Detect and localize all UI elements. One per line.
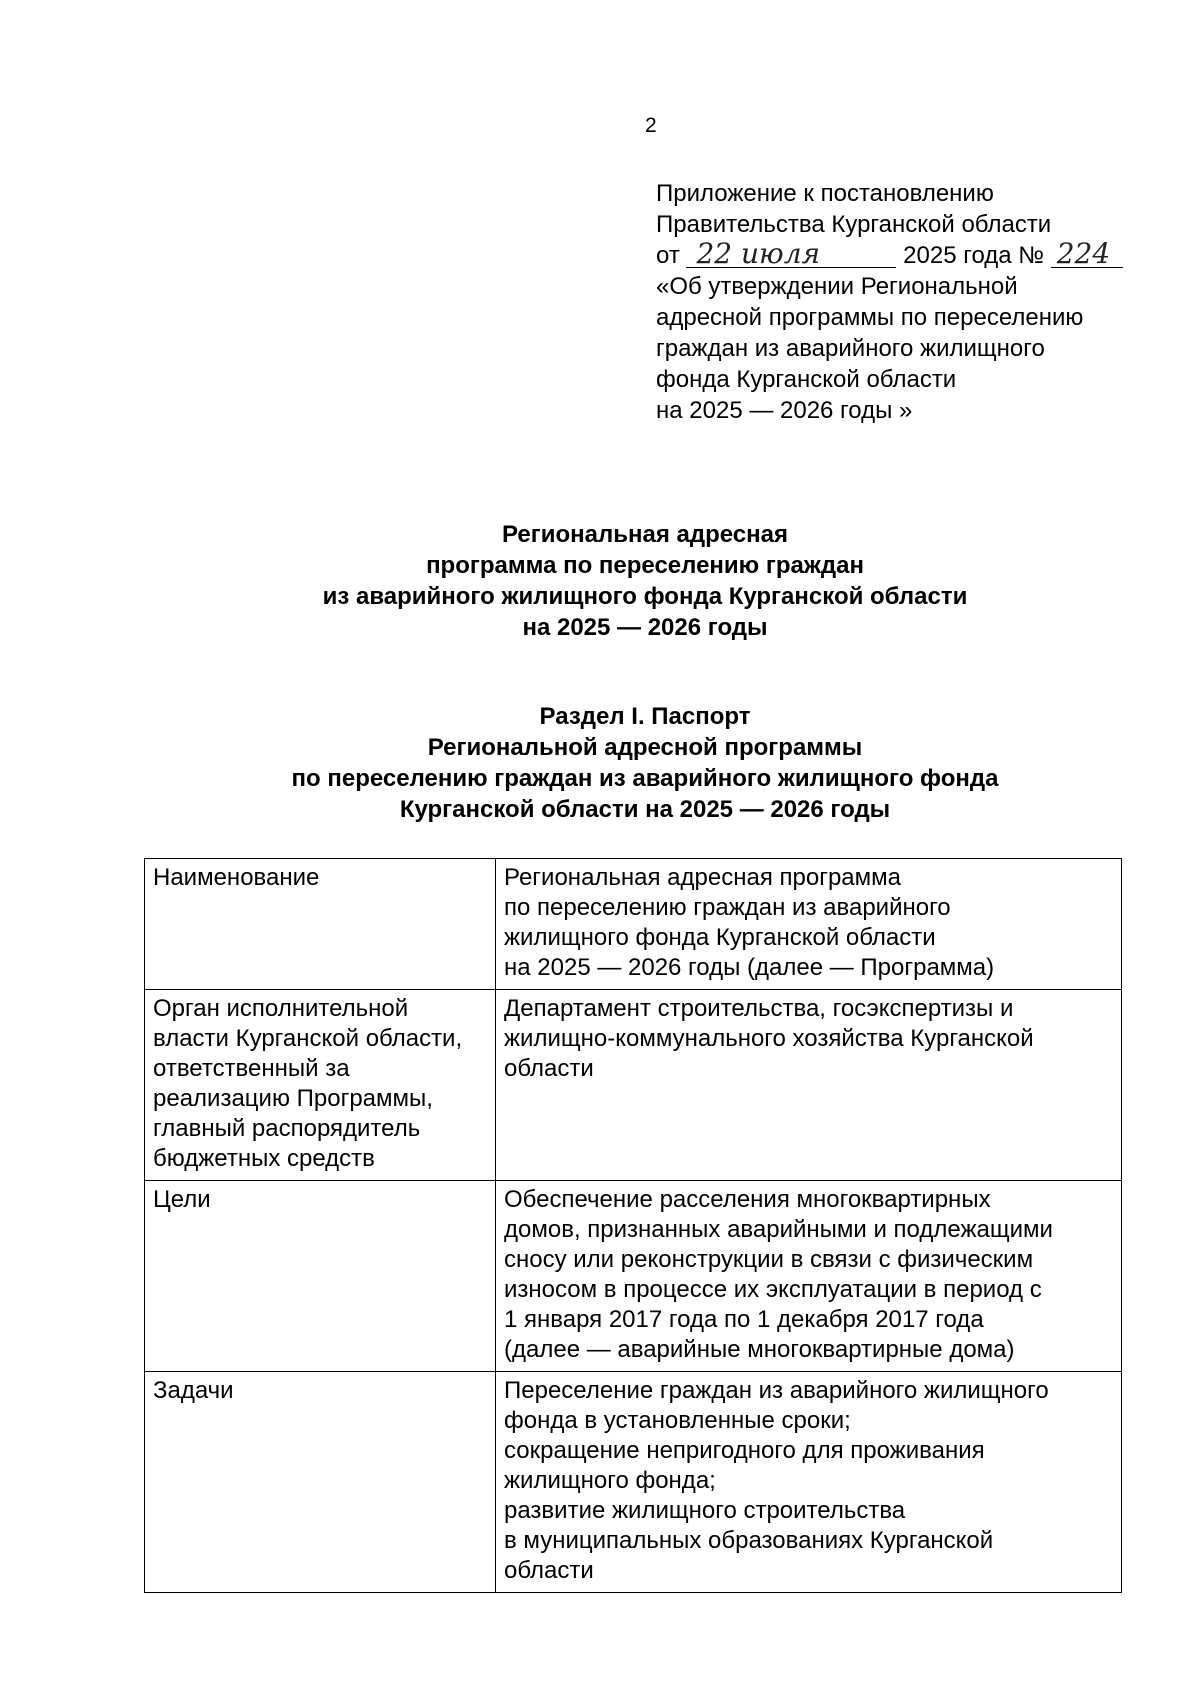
row-name: Цели <box>153 1186 211 1213</box>
section-title-line: Курганской области на 2025 — 2026 годы <box>399 796 891 823</box>
program-title <box>0 519 1200 643</box>
row-name: Наименование <box>153 864 320 891</box>
program-title-line: программа по переселению граждан <box>426 552 864 579</box>
handwritten-number: 224 <box>1051 241 1123 268</box>
table-row <box>145 859 1122 990</box>
annex-line: Приложение к постановлению <box>656 180 994 207</box>
row-value: Переселение граждан из аварийного жилищного фонда в установленные сроки; сокращение непригодного для проживания жилищного фонда; развитие жилищного строительства в муниципальных образованиях Курганской области <box>504 1377 1049 1584</box>
from-prefix: от <box>656 242 680 269</box>
row-name-cell <box>145 859 496 990</box>
row-value-cell <box>496 1372 1122 1593</box>
table-row <box>145 1372 1122 1593</box>
row-name-cell <box>145 1181 496 1372</box>
section-title-line: по переселению граждан из аварийного жилищного фонда <box>291 765 999 792</box>
program-title-line: из аварийного жилищного фонда Курганской области <box>322 583 968 610</box>
passport-table <box>144 858 1122 1593</box>
table-row <box>145 1181 1122 1372</box>
row-value: Региональная адресная программа по переселению граждан из аварийного жилищного фонда Курганской области на 2025 — 2026 годы (далее — Программа) <box>504 864 995 981</box>
section-title <box>0 701 1200 825</box>
annex-line: на 2025 — 2026 годы » <box>656 397 913 424</box>
annex-line: Правительства Курганской области <box>656 211 1052 238</box>
annex-line: «Об утверждении Региональной <box>656 273 1018 300</box>
row-value: Департамент строительства, госэкспертизы и жилищно-коммунального хозяйства Курганской области <box>504 995 1034 1082</box>
row-value: Обеспечение расселения многоквартирных домов, признанных аварийными и подлежащими сносу или реконструкции в связи с физическим износом в процессе их эксплуатации в период с 1 января 2017 года по 1 декабря 2017 года (далее — аварийные многоквартирные дома) <box>504 1186 1053 1363</box>
row-value-cell <box>496 1181 1122 1372</box>
row-name-cell <box>145 990 496 1181</box>
row-value-cell <box>496 990 1122 1181</box>
page-number: 2 <box>645 114 657 137</box>
table-row <box>145 990 1122 1181</box>
row-name-cell <box>145 1372 496 1593</box>
row-name: Орган исполнительной власти Курганской области, ответственный за реализацию Программы, главный распорядитель бюджетных средств <box>153 995 463 1172</box>
annex-block <box>656 178 1123 426</box>
row-name: Задачи <box>153 1377 234 1404</box>
year-text: 2025 года № <box>903 242 1045 269</box>
section-title-line: Раздел I. Паспорт <box>539 703 751 730</box>
section-title-line: Региональной адресной программы <box>427 734 863 761</box>
annex-line: адресной программы по переселению <box>656 304 1084 331</box>
program-title-line: на 2025 — 2026 годы <box>522 614 768 641</box>
program-title-line: Региональная адресная <box>502 521 788 548</box>
annex-date-line <box>656 237 1123 271</box>
row-value-cell <box>496 859 1122 990</box>
annex-line: граждан из аварийного жилищного <box>656 335 1045 362</box>
handwritten-date: 22 июля <box>686 241 896 268</box>
annex-line: фонда Курганской области <box>656 366 957 393</box>
